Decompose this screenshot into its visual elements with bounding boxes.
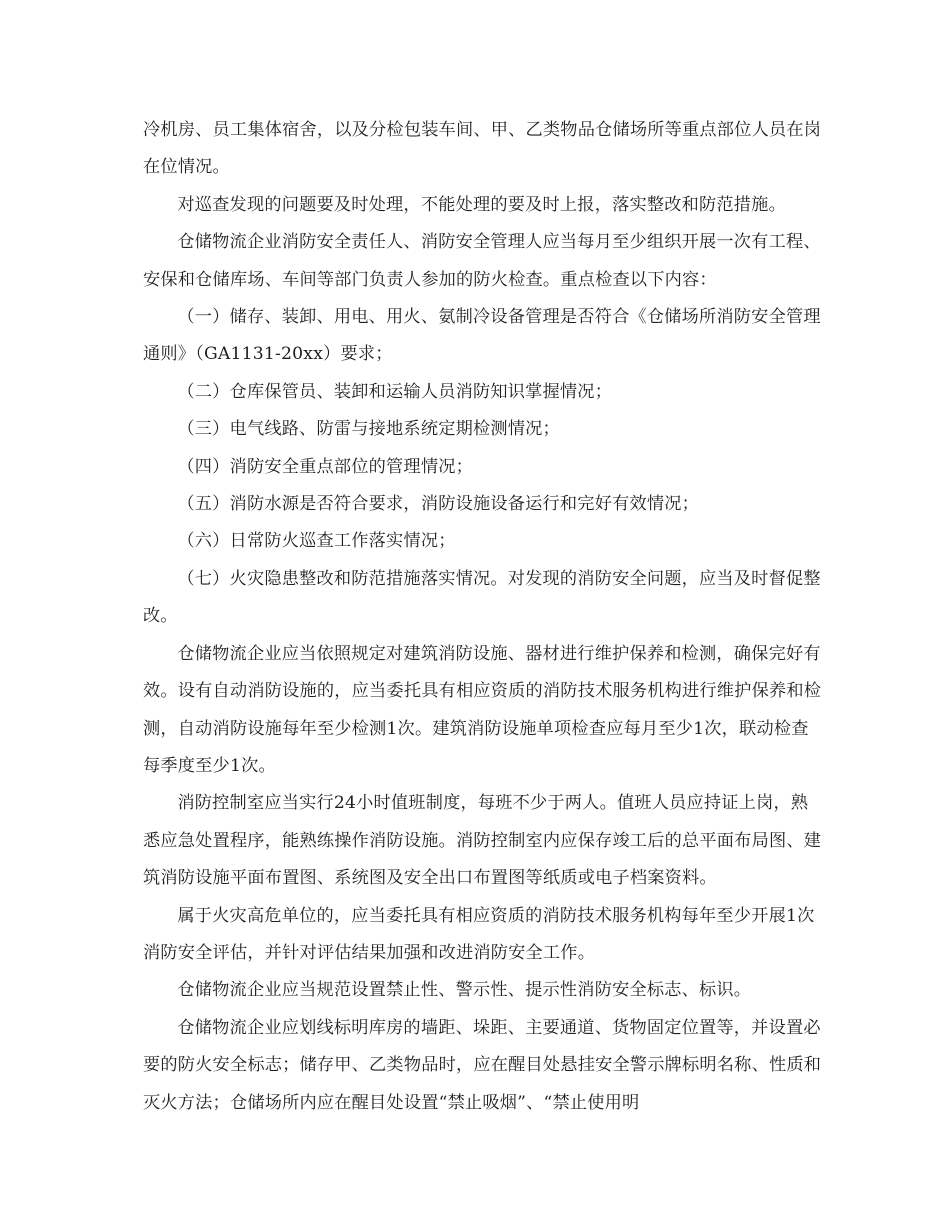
paragraph: 仓储物流企业应划线标明库房的墙距、垛距、主要通道、货物固定位置等，并设置必要的防火安全标志；储存甲、乙类物品时，应在醒目处悬挂安全警示牌标明名称、性质和灭火方法；仓储场所内应在醒目处设置“禁止吸烟”、“禁止使用明 <box>143 1017 822 1113</box>
paragraph: 仓储物流企业消防安全责任人、消防安全管理人应当每月至少组织开展一次有工程、安保和仓储库场、车间等部门负责人参加的防火检查。重点检查以下内容： <box>143 232 821 290</box>
paragraph: 仓储物流企业应当依照规定对建筑消防设施、器材进行维护保养和检测，确保完好有效。设有自动消防设施的，应当委托具有相应资质的消防技术服务机构进行维护保养和检测，自动消防设施每年至少检测1次。建筑消防设施单项检查应每月至少1次，联动检查每季度至少1次。 <box>143 643 822 776</box>
list-item: （六）日常防火巡查工作落实情况； <box>177 531 456 552</box>
paragraph: 消防控制室应当实行24小时值班制度，每班不少于两人。值班人员应持证上岗，熟悉应急处置程序，能熟练操作消防设施。消防控制室内应保存竣工后的总平面布局图、建筑消防设施平面布置图、系统图及安全出口布置图等纸质或电子档案资料。 <box>143 793 822 889</box>
paragraph: 仓储物流企业应当规范设置禁止性、警示性、提示性消防安全标志、标识。 <box>177 980 752 1001</box>
list-item: （三）电气线路、防雷与接地系统定期检测情况； <box>177 419 560 440</box>
paragraph: 对巡查发现的问题要及时处理，不能处理的要及时上报，落实整改和防范措施。 <box>177 194 786 215</box>
paragraph: 属于火灾高危单位的，应当委托具有相应资质的消防技术服务机构每年至少开展1次消防安全评估，并针对评估结果加强和改进消防安全工作。 <box>143 905 815 963</box>
list-item: （五）消防水源是否符合要求，消防设施设备运行和完好有效情况； <box>177 494 700 515</box>
list-item: （四）消防安全重点部位的管理情况； <box>177 456 473 477</box>
list-item: （二）仓库保管员、装卸和运输人员消防知识掌握情况； <box>177 381 613 402</box>
paragraph: 冷机房、员工集体宿舍，以及分检包装车间、甲、乙类物品仓储场所等重点部位人员在岗在位情况。 <box>143 120 822 178</box>
list-item: （七）火灾隐患整改和防范措施落实情况。对发现的消防安全问题，应当及时督促整改。 <box>143 568 821 627</box>
document-body <box>143 112 823 1122</box>
list-item: （一）储存、装卸、用电、用火、氨制冷设备管理是否符合《仓储场所消防安全管理通则》（GA1131-20xx）要求； <box>143 307 821 365</box>
